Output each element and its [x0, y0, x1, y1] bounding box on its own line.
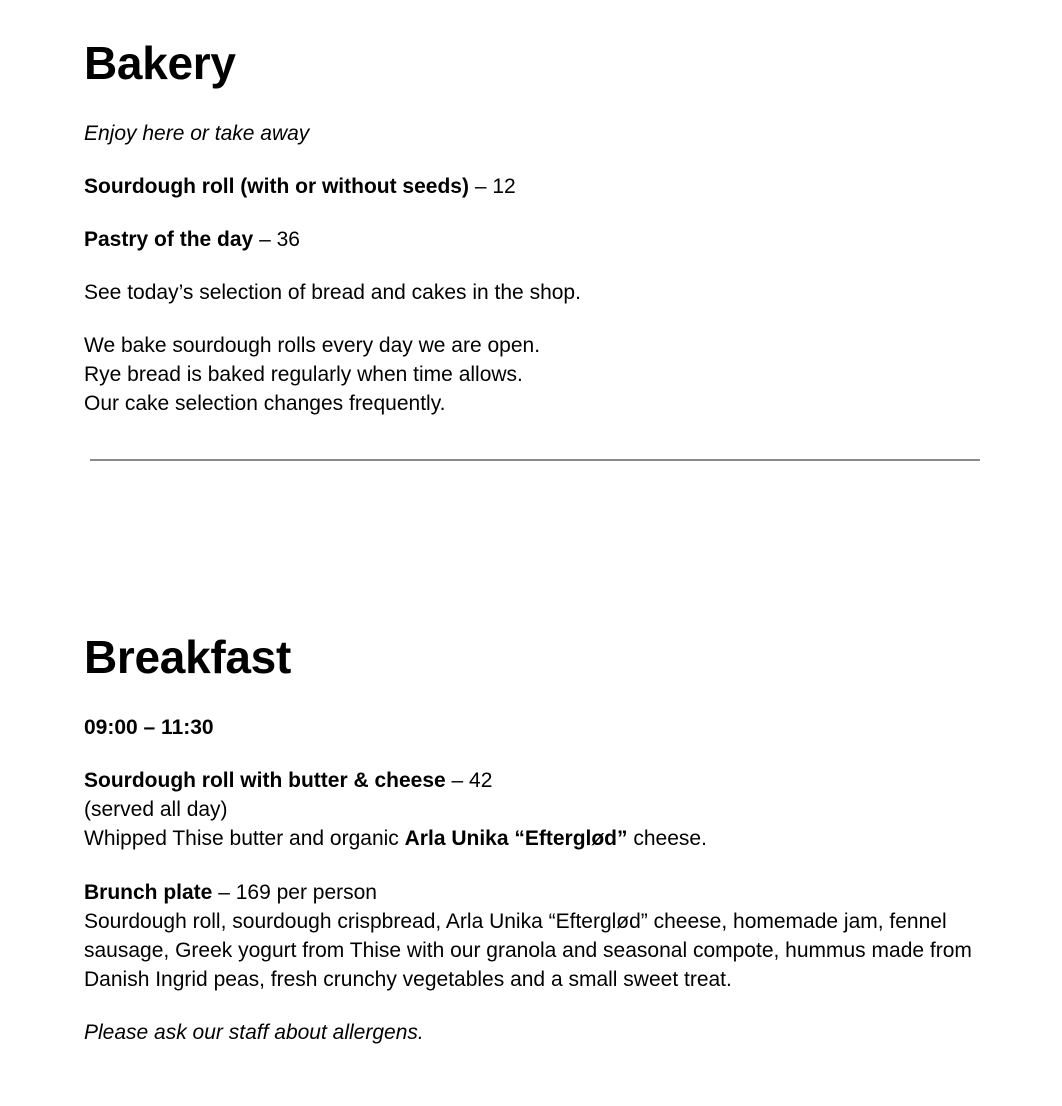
- item-price: – 12: [468, 175, 516, 198]
- item-name: Pastry of the day: [84, 228, 254, 251]
- item-name: Sourdough roll (with or without seeds): [84, 175, 469, 198]
- item-price: – 42: [445, 769, 493, 792]
- bakery-info-line: Rye bread is baked regularly when time allows.: [84, 363, 523, 386]
- breakfast-item-roll: [84, 766, 707, 853]
- bakery-item-pastry: [84, 225, 300, 254]
- bakery-info-line: We bake sourdough rolls every day we are open.: [84, 334, 541, 357]
- item-price: – 36: [253, 228, 300, 251]
- item-name: Sourdough roll with butter & cheese: [84, 769, 446, 792]
- bakery-item-sourdough-roll: [84, 172, 516, 201]
- item-description-end: cheese.: [627, 827, 707, 850]
- bakery-info: [84, 331, 540, 418]
- item-description-cheese: Arla Unika “Efterglød”: [404, 827, 628, 850]
- item-price: – 169 per person: [212, 881, 377, 904]
- item-name: Brunch plate: [84, 881, 213, 904]
- item-description: Whipped Thise butter and organic: [84, 827, 405, 850]
- breakfast-heading: Breakfast: [84, 631, 291, 683]
- item-description: Sourdough roll, sourdough crispbread, Arla Unika “Efterglød” cheese, homemade jam, fennel sausage, Greek yogurt from Thise with our granola and seasonal compote, hummus made from Danish Ingrid peas, fresh crunchy vegetables and a small sweet treat.: [84, 910, 972, 991]
- section-divider: [90, 459, 980, 461]
- bakery-selection-note: See today’s selection of bread and cakes in the shop.: [84, 281, 581, 304]
- breakfast-hours: 09:00 – 11:30: [84, 716, 214, 739]
- bakery-heading: Bakery: [84, 37, 236, 89]
- bakery-info-line: Our cake selection changes frequently.: [84, 392, 446, 415]
- allergen-note: Please ask our staff about allergens.: [84, 1021, 424, 1044]
- breakfast-item-brunch: [84, 878, 984, 994]
- bakery-tagline: Enjoy here or take away: [84, 122, 310, 145]
- item-served-note: (served all day): [84, 798, 228, 821]
